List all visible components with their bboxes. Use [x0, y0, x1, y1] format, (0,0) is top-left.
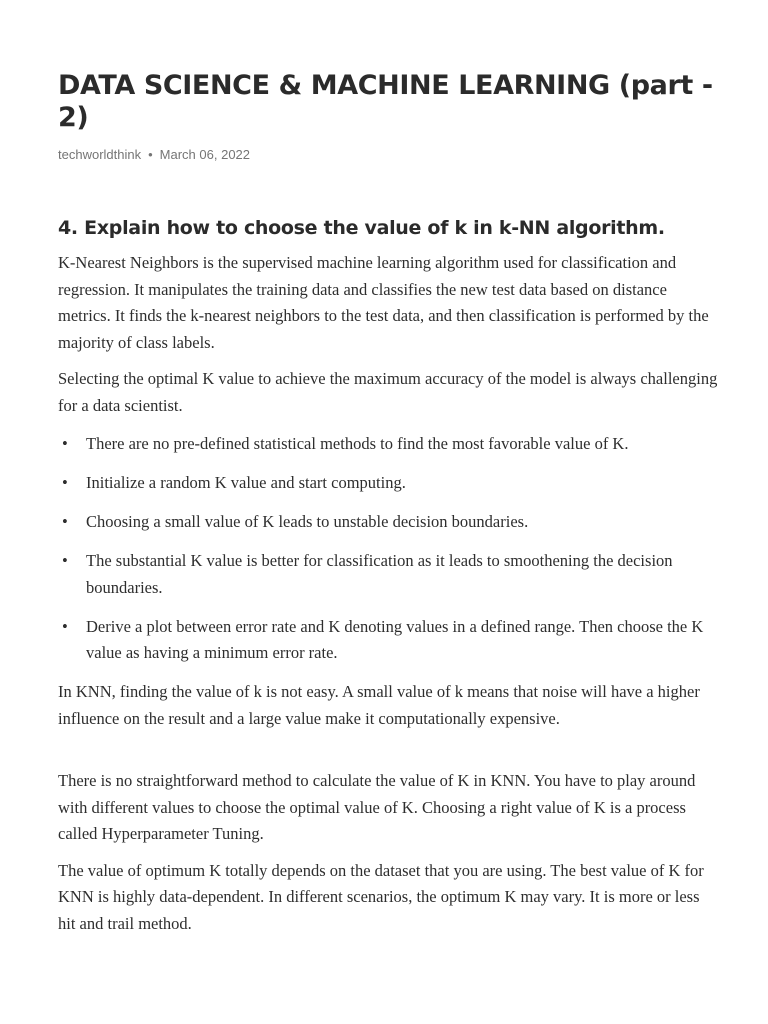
paragraph-knn-difficulty: In KNN, finding the value of k is not easy. A small value of k means that noise will have a higher influence on the result and a large value make it computationally expensive. [58, 682, 700, 728]
post-title: DATA SCIENCE & MACHINE LEARNING (part - 2) [58, 70, 713, 133]
blank-line [58, 732, 718, 758]
post-meta [58, 147, 718, 163]
list-item-text: There are no pre-defined statistical methods to find the most favorable value of K. [86, 434, 629, 453]
list-item [58, 470, 718, 497]
list-item-text: Initialize a random K value and start computing. [86, 473, 406, 492]
post-date[interactable]: March 06, 2022 [159, 147, 251, 162]
bullet-icon: • [62, 473, 68, 492]
bullet-list [58, 431, 718, 667]
paragraph-knn-intro: K-Nearest Neighbors is the supervised machine learning algorithm used for classification and regression. It manipulates the training data and classifies the new test data based on distance metrics. It finds the k-nearest neighbors to the test data, and then classification is performed by the majority of class labels. [58, 253, 709, 352]
list-item [58, 614, 718, 667]
list-item [58, 431, 718, 458]
meta-separator: • [148, 147, 153, 162]
list-item-text: Derive a plot between error rate and K denoting values in a defined range. Then choose the K value as having a minimum error rate. [86, 616, 704, 662]
bullet-icon: • [62, 616, 68, 636]
author-link[interactable]: techworldthink [58, 147, 142, 162]
bullet-icon: • [62, 434, 68, 453]
list-item [58, 509, 718, 536]
paragraph-optimal-k: Selecting the optimal K value to achieve the maximum accuracy of the model is always challenging for a data scientist. [58, 369, 718, 415]
list-item-text: The substantial K value is better for classification as it leads to smoothening the decision boundaries. [86, 551, 673, 597]
list-item-text: Choosing a small value of K leads to unstable decision boundaries. [86, 512, 529, 531]
bullet-icon: • [62, 512, 68, 531]
paragraph-hyperparameter: There is no straightforward method to calculate the value of K in KNN. You have to play around with different values to choose the optimal value of K. Choosing a right value of K is a process called Hyperparameter Tuning. [58, 771, 696, 843]
bullet-icon: • [62, 551, 68, 570]
blog-post [58, 70, 718, 937]
section-heading: 4. Explain how to choose the value of k in k-NN algorithm. [58, 217, 665, 239]
paragraph-optimum-k: The value of optimum K totally depends on the dataset that you are using. The best value of K for KNN is highly data-dependent. In different scenarios, the optimum K may vary. It is more or less hit and trail method. [58, 860, 704, 933]
list-item [58, 548, 718, 601]
